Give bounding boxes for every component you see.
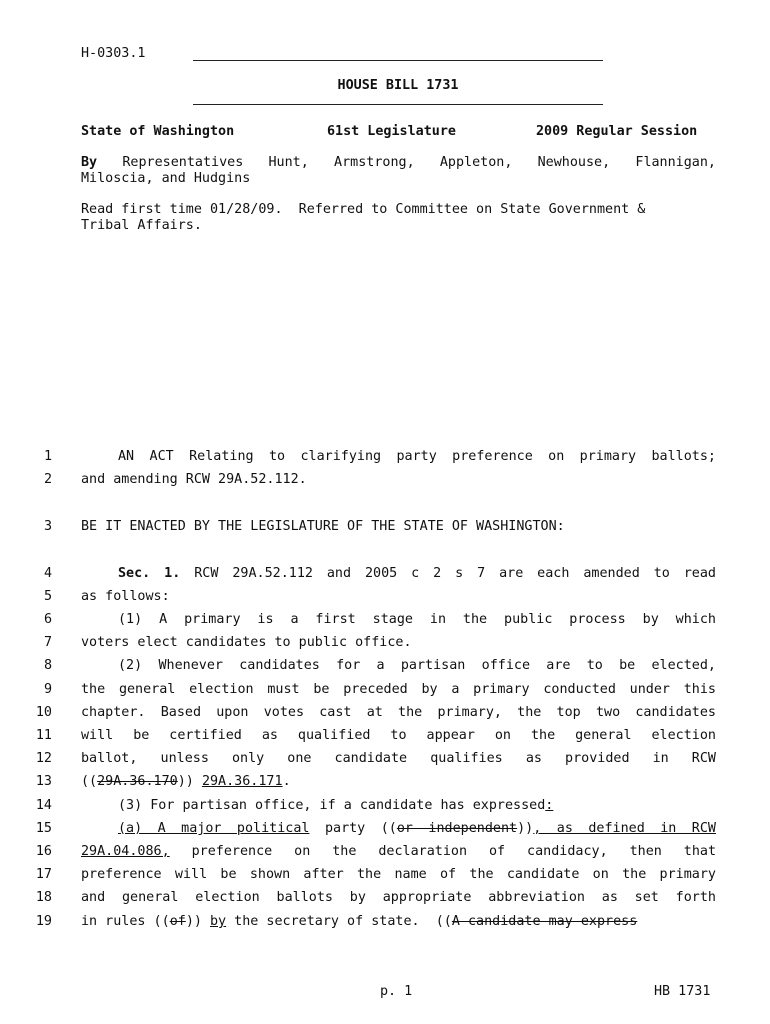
body-line-9: the general election must be preceded by a primary conducted under this [81,682,716,697]
body-line-18: and general election ballots by appropriate abbreviation as set forth [81,890,716,905]
inserted-text: (a) A major political [118,821,310,836]
struck-text: 29A.36.170 [97,774,178,789]
struck-text: of [169,914,186,929]
text-run: party (( [309,821,397,836]
section-label: Sec. 1. [118,566,181,581]
body-line-16 [81,844,716,859]
sponsors-line-2: Miloscia, and Hudgins [81,171,251,186]
footer-bill-id: HB 1731 [654,984,711,999]
referral-line-1: Read first time 01/28/09. Referred to Committee on State Government & [81,202,646,217]
line-number: 2 [43,472,52,487]
line-number: 19 [35,914,52,929]
text-run: (( [81,774,98,789]
line-number: 18 [35,890,52,905]
line-number: 4 [43,566,52,581]
document-id: H-0303.1 [81,46,146,61]
body-line-11: will be certified as qualified to appear on the general election [81,728,716,743]
line-number: 12 [35,751,52,766]
line-number: 14 [35,798,52,813]
inserted-text: : [545,798,554,813]
sponsors-line-1 [81,155,716,170]
body-line-15 [81,821,716,836]
sponsors-list: Representatives Hunt, Armstrong, Appleton, Newhouse, Flannigan, [122,155,716,170]
page-number: p. 1 [380,984,413,999]
body-line-14 [81,798,553,813]
body-line-1: AN ACT Relating to clarifying party preference on primary ballots; [118,449,716,464]
inserted-text: 29A.04.086, [81,844,170,859]
line-number: 5 [43,589,52,604]
line-number: 13 [35,774,52,789]
bill-title: HOUSE BILL 1731 [337,78,459,93]
body-line-19 [81,914,637,929]
section-intro: RCW 29A.52.112 and 2005 c 2 s 7 are each amended to read [194,566,716,581]
state-name: State of Washington [81,124,235,139]
body-line-12: ballot, unless only one candidate qualifies as provided in RCW [81,751,716,766]
line-number: 3 [43,519,52,534]
text-run: the secretary of state. (( [226,914,452,929]
body-line-13 [81,774,291,789]
line-number: 11 [35,728,52,743]
body-line-5: as follows: [81,589,170,604]
by-label: By [81,155,98,170]
body-line-6: (1) A primary is a first stage in the public process by which [118,612,716,627]
text-run: in rules (( [81,914,170,929]
header-rule-top [193,60,603,61]
header-rule-bottom [193,104,603,105]
struck-text: A candidate may express [451,914,638,929]
line-number: 8 [43,658,52,673]
inserted-text: 29A.36.171 [201,774,283,789]
body-line-17: preference will be shown after the name of the candidate on the primary [81,867,716,882]
line-number: 6 [43,612,52,627]
line-number: 17 [35,867,52,882]
body-line-7: voters elect candidates to public office. [81,635,412,650]
legislature: 61st Legislature [327,124,456,139]
line-number: 10 [35,705,52,720]
text-run: )) [517,821,534,836]
text-run: )) [185,914,210,929]
body-line-8: (2) Whenever candidates for a partisan office are to be elected, [118,658,716,673]
text-run: (3) For partisan office, if a candidate has expressed [118,798,546,813]
line-number: 7 [43,635,52,650]
line-number: 9 [43,682,52,697]
referral-line-2: Tribal Affairs. [81,218,202,233]
body-line-10: chapter. Based upon votes cast at the primary, the top two candidates [81,705,716,720]
struck-text: or independent [396,821,518,836]
body-line-4 [81,566,716,581]
line-number: 15 [35,821,52,836]
line-number: 1 [43,449,52,464]
inserted-text: , as defined in RCW [533,821,716,836]
body-line-3: BE IT ENACTED BY THE LEGISLATURE OF THE STATE OF WASHINGTON: [81,519,565,534]
inserted-text: by [210,914,227,929]
text-run: preference on the declaration of candidacy, then that [191,844,717,859]
session: 2009 Regular Session [536,124,698,139]
text-run: )) [177,774,202,789]
body-line-2: and amending RCW 29A.52.112. [81,472,307,487]
text-run: . [282,774,291,789]
line-number: 16 [35,844,52,859]
